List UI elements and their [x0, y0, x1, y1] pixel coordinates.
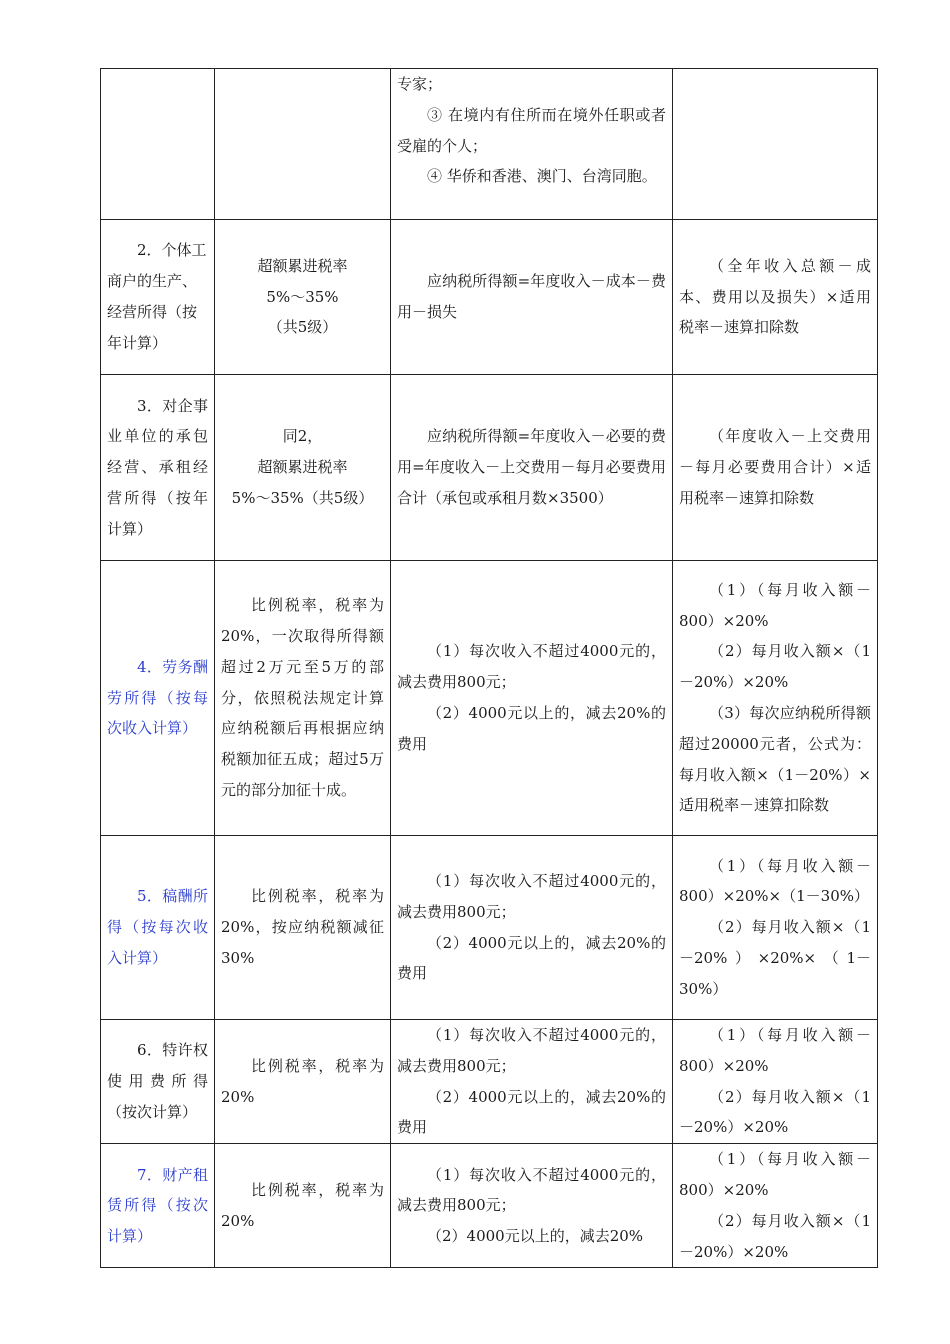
table-row — [101, 561, 878, 836]
cell-text: ④ 华侨和香港、澳门、台湾同胞。 — [427, 167, 657, 186]
cell-text: （2）每月收入额×（1－20%）×20% — [679, 1211, 871, 1261]
cell-text: （1）每次收入不超过4000元的，减去费用800元； — [397, 642, 666, 692]
deduction-cell — [391, 1144, 673, 1268]
item-cell — [101, 220, 215, 375]
cell-text: （2）每月收入额×（1－20%）×20%×（1－30%） — [679, 918, 871, 998]
cell-text: （1）每次收入不超过4000元的，减去费用800元； — [397, 1026, 666, 1075]
deduction-cell — [391, 69, 673, 220]
item-label: 2．个体工商户的生产、经营所得（按年计算） — [107, 241, 207, 352]
table-row — [101, 220, 878, 375]
cell-text: （1）每次收入不超过4000元的，减去费用800元； — [397, 1165, 666, 1215]
deduction-cell — [391, 561, 673, 836]
item-cell — [101, 561, 215, 836]
table-row — [101, 836, 878, 1020]
item-label: 3．对企事业单位的承包经营、承租经营所得（按年计算） — [107, 396, 208, 538]
item-cell — [101, 1020, 215, 1144]
rate-cell — [215, 836, 391, 1020]
formula-cell — [673, 220, 878, 375]
formula-cell — [673, 375, 878, 561]
deduction-cell — [391, 220, 673, 375]
rate-cell — [215, 561, 391, 836]
tax-rules-table — [100, 68, 878, 1268]
cell-text: 比例税率，税率为20% — [221, 1180, 384, 1230]
cell-text: （全年收入总额－成本、费用以及损失）×适用税率－速算扣除数 — [679, 256, 871, 337]
cell-text: ③ 在境内有住所而在境外任职或者受雇的个人； — [397, 105, 666, 155]
item-cell — [101, 375, 215, 561]
item-cell — [101, 1144, 215, 1268]
cell-text: （1）（每月收入额－800）×20%×（1－30%） — [679, 856, 871, 906]
table-row — [101, 69, 878, 220]
rate-cell — [215, 69, 391, 220]
deduction-cell — [391, 375, 673, 561]
formula-cell — [673, 561, 878, 836]
item-label: 6．特许权使用费所得（按次计算） — [107, 1041, 208, 1121]
item-cell — [101, 69, 215, 220]
formula-cell — [673, 69, 878, 220]
cell-text: 比例税率，税率为20%，按应纳税额减征30% — [221, 887, 384, 967]
rate-cell — [215, 1144, 391, 1268]
cell-text: （2）每月收入额×（1－20%）×20% — [679, 1087, 871, 1137]
cell-text: （2）每月收入额×（1－20%）×20% — [679, 642, 871, 692]
deduction-cell — [391, 836, 673, 1020]
cell-text: （共5级） — [267, 318, 338, 337]
cell-text: （1）（每月收入额－800）×20% — [679, 1026, 871, 1075]
cell-text: （1）（每月收入额－800）×20% — [679, 580, 871, 630]
table-row — [101, 375, 878, 561]
table-row — [101, 1144, 878, 1268]
cell-text: （3）每次应纳税所得额超过20000元者，公式为：每月收入额×（1－20%）×适用税率－速算扣除数 — [679, 704, 871, 815]
rate-cell — [215, 375, 391, 561]
cell-text: （2）4000元以上的，减去20%的费用 — [397, 933, 666, 983]
cell-text: （2）4000元以上的，减去20% — [427, 1227, 644, 1246]
cell-text: （1）（每月收入额－800）×20% — [679, 1150, 871, 1199]
cell-text: 5%～35% — [266, 287, 339, 306]
table-row — [101, 1020, 878, 1144]
formula-cell — [673, 1020, 878, 1144]
cell-text: 专家； — [397, 75, 443, 93]
item-label: 4．劳务酬劳所得（按每次收入计算） — [107, 657, 208, 738]
cell-text: 5%～35%（共5级） — [231, 488, 374, 507]
formula-cell — [673, 1144, 878, 1268]
cell-text: （2）4000元以上的，减去20%的费用 — [397, 704, 666, 753]
rate-cell — [215, 1020, 391, 1144]
cell-text: 超额累进税率 — [257, 458, 348, 477]
cell-text: 应纳税所得额=年度收入－成本－费用－损失 — [397, 272, 666, 321]
cell-text: 超额累进税率 — [257, 256, 348, 275]
formula-cell — [673, 836, 878, 1020]
cell-text: （2）4000元以上的，减去20%的费用 — [397, 1087, 666, 1137]
cell-text: 比例税率，税率为20%，一次取得所得额超过2万元至5万的部分，依照税法规定计算应纳税额后再根据应纳税额加征五成；超过5万元的部分加征十成。 — [221, 596, 384, 799]
cell-text: （1）每次收入不超过4000元的，减去费用800元； — [397, 871, 666, 921]
cell-text: 同2， — [282, 427, 323, 446]
item-label: 7．财产租赁所得（按次计算） — [107, 1165, 208, 1246]
rate-cell — [215, 220, 391, 375]
cell-text: 比例税率，税率为20% — [221, 1056, 384, 1106]
cell-text: （年度收入－上交费用－每月必要费用合计）×适用税率－速算扣除数 — [679, 427, 871, 507]
item-label: 5．稿酬所得（按每次收入计算） — [107, 887, 208, 967]
cell-text: 应纳税所得额=年度收入－必要的费用=年度收入－上交费用－每月必要费用合计（承包或承租月数×3500） — [397, 427, 666, 507]
item-cell — [101, 836, 215, 1020]
deduction-cell — [391, 1020, 673, 1144]
